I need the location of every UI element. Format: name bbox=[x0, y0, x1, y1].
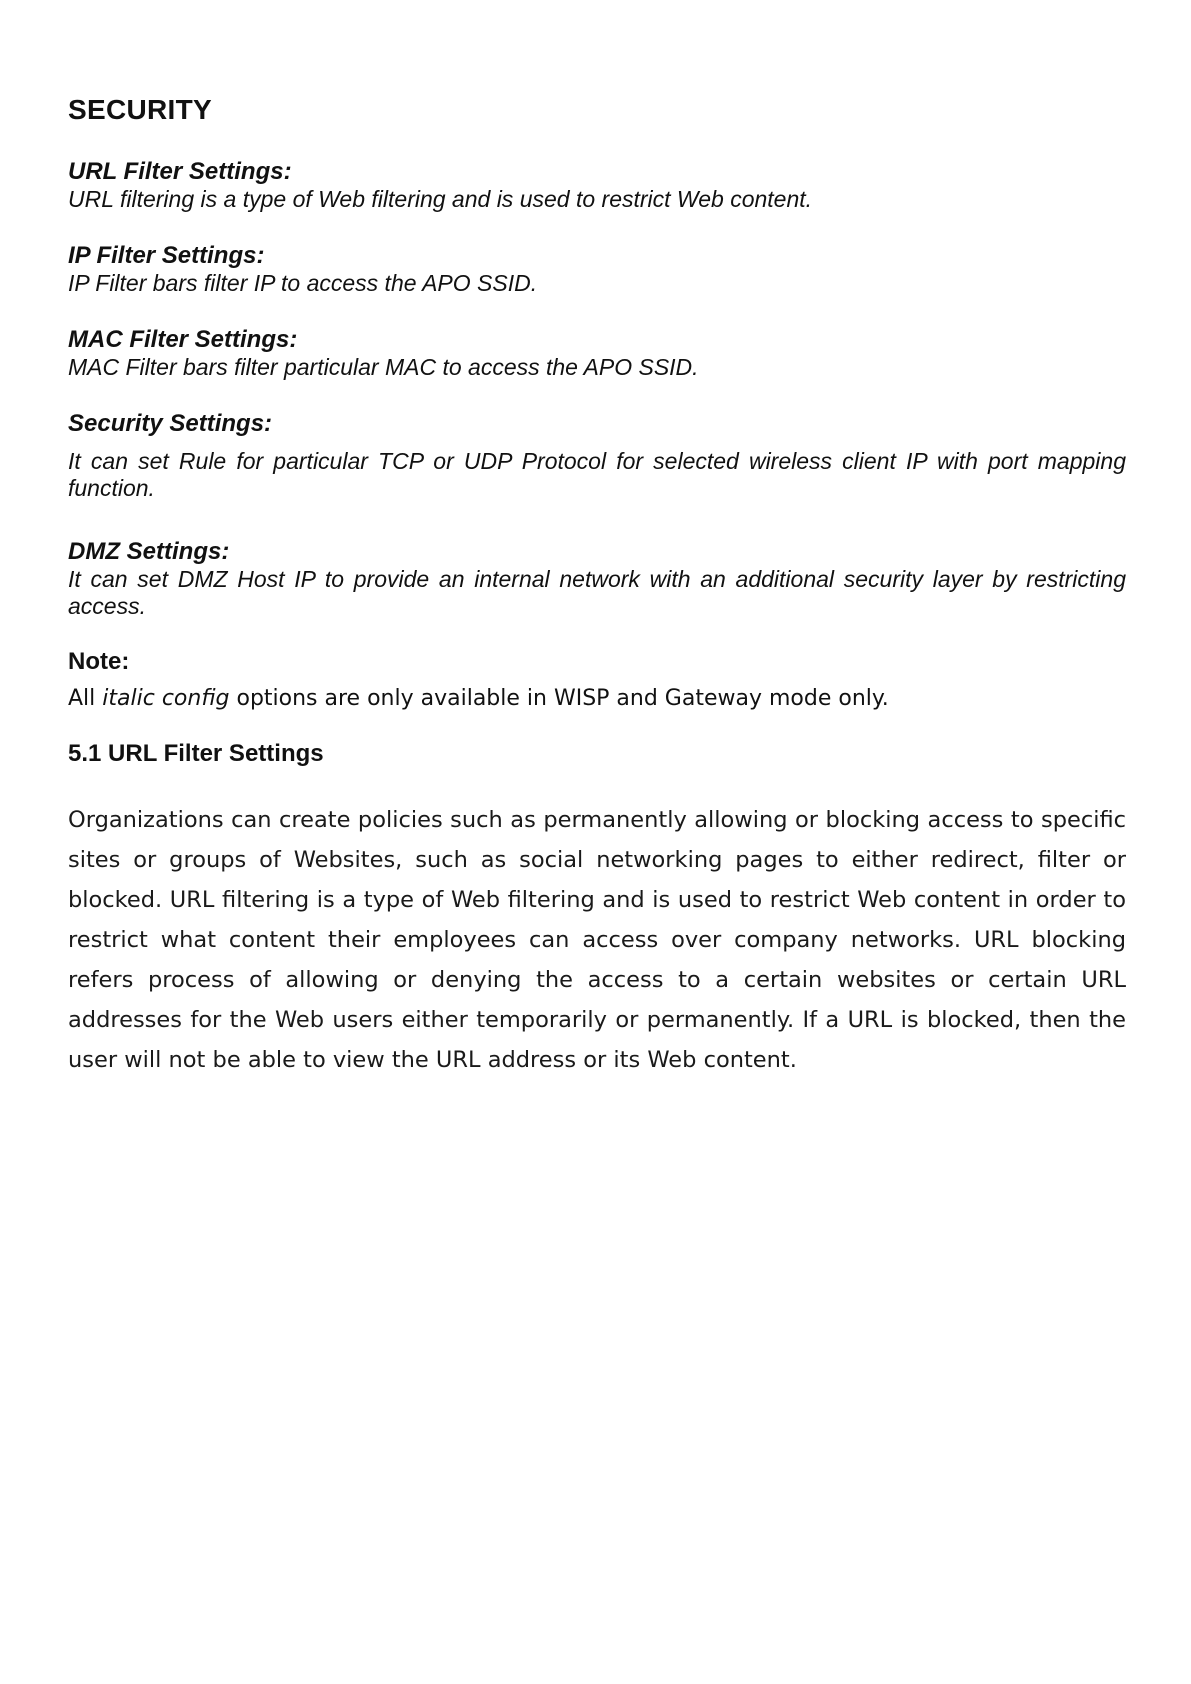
page-title: SECURITY bbox=[68, 94, 212, 125]
note-prefix: All bbox=[68, 686, 103, 711]
section-heading-url-filter: URL Filter Settings: bbox=[68, 158, 292, 185]
section-description-security-settings: It can set Rule for particular TCP or UDP Protocol for selected wireless client IP with port mapping function. bbox=[68, 448, 1126, 501]
section-description-ip-filter: IP Filter bars filter IP to access the APO SSID. bbox=[68, 270, 538, 296]
note-italic-config: italic config bbox=[102, 686, 230, 711]
section-heading-mac-filter: MAC Filter Settings: bbox=[68, 326, 298, 353]
note-block bbox=[68, 648, 1126, 714]
note-text bbox=[68, 684, 1126, 714]
section-mac-filter bbox=[68, 326, 1126, 381]
subsection-title: 5.1 URL Filter Settings bbox=[68, 740, 324, 767]
section-heading-dmz-settings: DMZ Settings: bbox=[68, 538, 230, 565]
section-description-url-filter: URL filtering is a type of Web filtering and is used to restrict Web content. bbox=[68, 186, 813, 212]
subsection-body: Organizations can create policies such as permanently allowing or blocking access to specific sites or groups of Websites, such as social networking pages to either redirect, filter or blocked. URL filtering is a type of Web filtering and is used to restrict Web content in order to restrict what content their employees can access over company networks. URL blocking refers process of allowing or denying the access to a certain websites or certain URL addresses for the Web users either temporarily or permanently. If a URL is blocked, then the user will not be able to view the URL address or its Web content. bbox=[68, 807, 1126, 1073]
section-security-settings bbox=[68, 410, 1126, 502]
section-url-filter bbox=[68, 158, 1126, 213]
section-heading-ip-filter: IP Filter Settings: bbox=[68, 242, 265, 269]
section-ip-filter bbox=[68, 242, 1126, 297]
section-description-dmz-settings: It can set DMZ Host IP to provide an internal network with an additional security layer by restricting access. bbox=[68, 566, 1126, 619]
note-heading: Note: bbox=[68, 648, 130, 675]
section-description-mac-filter: MAC Filter bars filter particular MAC to access the APO SSID. bbox=[68, 354, 699, 380]
note-suffix: options are only available in WISP and Gateway mode only. bbox=[229, 686, 889, 711]
section-dmz-settings bbox=[68, 538, 1126, 620]
section-heading-security-settings: Security Settings: bbox=[68, 410, 273, 437]
